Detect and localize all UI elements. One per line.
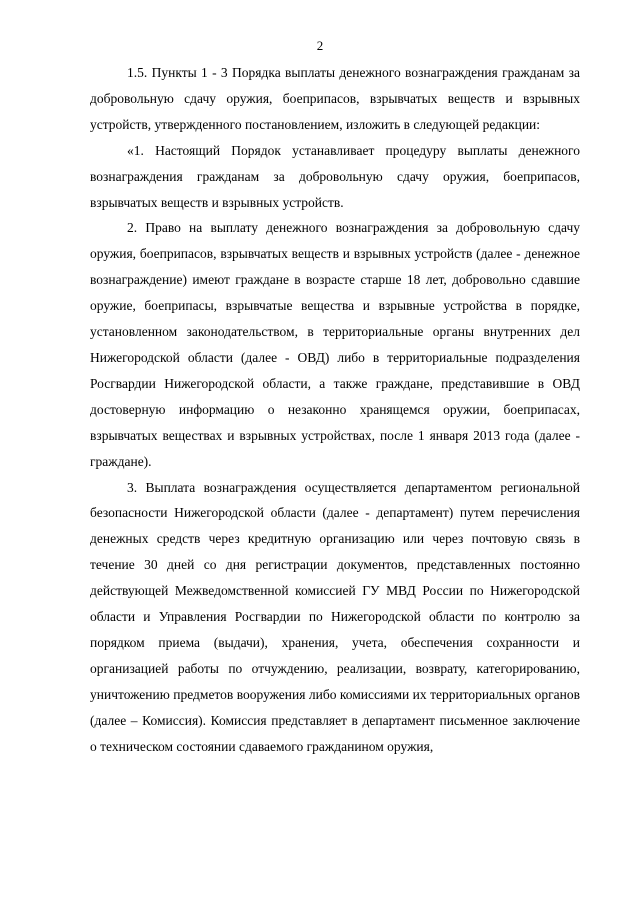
page-number: 2	[316, 38, 324, 53]
paragraph-item-2: 2. Право на выплату денежного вознаграждения за добровольную сдачу оружия, боеприпасов, взрывчатых веществ и взрывных устройств (далее - денежное вознаграждение) имеют граждане в возрасте старше 18 лет, добровольно сдавшие оружие, боеприпасы, взрывчатые вещества и взрывные устройства в порядке, установленном законодательством, в территориальные органы внутренних дел Нижегородской области (далее - ОВД) либо в территориальные подразделения Росгвардии Нижегородской области, а также граждане, представившие в ОВД достоверную информацию о незаконно хранящемся оружии, боеприпасах, взрывчатых веществах и взрывных устройствах, после 1 января 2013 года (далее - граждане).	[90, 220, 580, 469]
paragraph-item-3: 3. Выплата вознаграждения осуществляется департаментом региональной безопасности Нижегородской области (далее - департамент) путем перечисления денежных средств через кредитную организацию или через почтовую связь в течение 30 дней со дня регистрации документов, представленных постоянно действующей Межведомственной комиссией ГУ МВД России по Нижегородской области и Управления Росгвардии по Нижегородской области по контролю за порядком приема (выдачи), хранения, учета, обеспечения сохранности и организацией работы по отчуждению, реализации, возврату, категорированию, уничтожению предметов вооружения либо комиссиями их территориальных органов (далее – Комиссия). Комиссия представляет в департамент письменное заключение о техническом состоянии сдаваемого гражданином оружия,	[90, 479, 580, 754]
paragraph-1-5: 1.5. Пункты 1 - 3 Порядка выплаты денежного вознаграждения гражданам за добровольную сдачу оружия, боеприпасов, взрывчатых веществ и взрывных устройств, утвержденного постановлением, изложить в следующей редакции:	[90, 65, 580, 132]
document-body	[90, 60, 580, 759]
paragraph-item-1: «1. Настоящий Порядок устанавливает процедуру выплаты денежного вознаграждения гражданам за добровольную сдачу оружия, боеприпасов, взрывчатых веществ и взрывных устройств.	[90, 142, 580, 210]
